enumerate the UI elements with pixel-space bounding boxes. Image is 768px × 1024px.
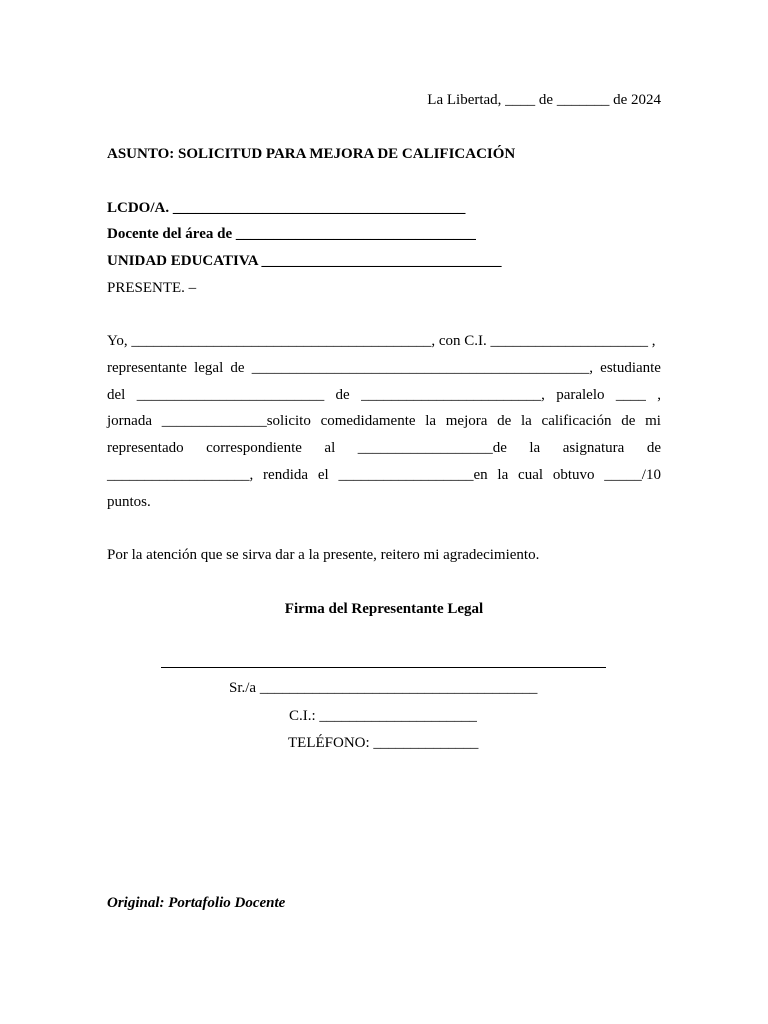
- subject-line: ASUNTO: SOLICITUD PARA MEJORA DE CALIFICACIÓN: [107, 146, 516, 162]
- body-paragraph: [107, 332, 661, 520]
- body-word: paralelo: [556, 386, 605, 403]
- body-word: jornada: [107, 413, 152, 430]
- body-word: ______________solicito: [161, 413, 311, 430]
- body-word: de: [230, 359, 245, 376]
- body-word: representado: [107, 440, 184, 457]
- body-word: al: [324, 440, 336, 457]
- signature-line: [161, 667, 606, 668]
- body-word: Yo, ________________________________________, con C.I. _____________________ ,: [107, 333, 656, 349]
- body-word: ,: [657, 386, 661, 403]
- signature-phone-line: TELÉFONO: ______________: [288, 735, 479, 751]
- body-word: __________________en: [338, 466, 488, 483]
- body-word: correspondiente: [206, 440, 302, 457]
- body-word: rendida: [263, 466, 309, 483]
- body-word: ________________________,: [361, 386, 545, 403]
- body-word: del: [107, 386, 126, 403]
- signature-title: Firma del Representante Legal: [284, 601, 484, 617]
- body-line-5: [107, 439, 661, 466]
- body-word: la: [425, 413, 437, 430]
- body-line-3: [107, 386, 661, 413]
- body-word: _____/10: [604, 466, 661, 483]
- body-line-1: [107, 332, 661, 359]
- addressee-unidad: UNIDAD EDUCATIVA ________________________________: [107, 253, 502, 269]
- body-word: asignatura: [562, 440, 625, 457]
- addressee-presente: PRESENTE. –: [107, 280, 197, 296]
- addressee-docente: Docente del área de ________________________________: [107, 226, 476, 242]
- signature-ci-line: C.I.: _____________________: [289, 708, 477, 724]
- body-word: representante: [107, 359, 187, 376]
- body-line-4: [107, 412, 661, 439]
- body-word: el: [317, 466, 329, 483]
- body-word: __________________de: [357, 440, 507, 457]
- body-line-2: [107, 359, 661, 386]
- body-word: ____: [615, 386, 646, 403]
- closing-line: Por la atención que se sirva dar a la presente, reitero mi agradecimiento.: [107, 547, 540, 563]
- body-word: ___________________,: [107, 466, 254, 483]
- body-word: la: [497, 466, 509, 483]
- body-word: estudiante: [600, 359, 661, 376]
- body-word: cual: [518, 466, 544, 483]
- body-word: mejora: [445, 413, 488, 430]
- body-word: de: [621, 413, 636, 430]
- body-word: la: [529, 440, 541, 457]
- date-line: La Libertad, ____ de _______ de 2024: [427, 92, 661, 108]
- footer-note: Original: Portafolio Docente: [107, 895, 286, 911]
- body-word: _________________________: [136, 386, 325, 403]
- body-word: de: [497, 413, 512, 430]
- addressee-lcdo: LCDO/A. _______________________________________: [107, 200, 466, 216]
- body-word: calificación: [541, 413, 612, 430]
- body-word: de: [335, 386, 350, 403]
- signature-name-line: Sr./a _____________________________________: [229, 680, 538, 696]
- body-word: puntos.: [107, 493, 151, 510]
- body-word: mi: [645, 413, 661, 430]
- body-line-7: [107, 493, 661, 520]
- body-word: legal: [194, 359, 224, 376]
- body-word: de: [646, 440, 661, 457]
- body-word: obtuvo: [552, 466, 595, 483]
- body-word: la: [521, 413, 532, 430]
- body-word: comedidamente: [320, 413, 416, 430]
- body-word: _____________________________________________,: [251, 359, 593, 376]
- body-line-6: [107, 466, 661, 493]
